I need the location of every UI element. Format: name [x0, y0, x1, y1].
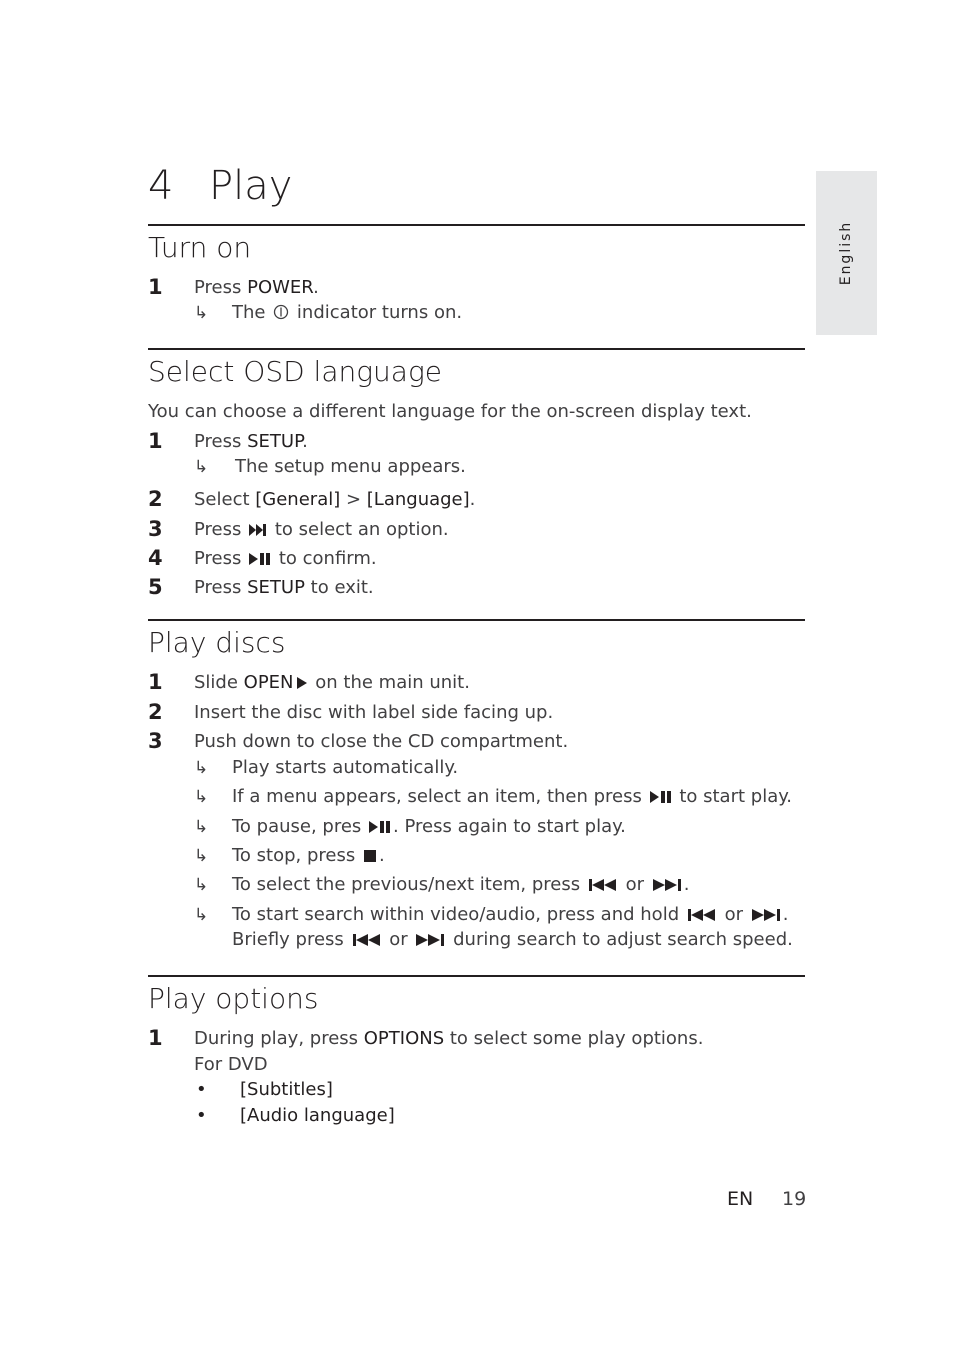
side-tab-label: English	[838, 220, 854, 286]
result-text-continued: Briefly press or during search to adjust search speed.	[232, 929, 793, 950]
result-text: To pause, pres . Press again to start play.	[232, 816, 626, 837]
menu-label: [General]	[255, 489, 341, 510]
section-heading-play-discs: Play discs	[148, 626, 286, 659]
play-pause-icon	[369, 820, 391, 834]
previous-icon	[687, 908, 717, 922]
section-divider	[148, 619, 805, 621]
result-arrow-icon: ↳	[194, 303, 209, 323]
page-number: 19	[782, 1188, 807, 1210]
play-pause-icon	[650, 790, 672, 804]
step-text: Press SETUP.	[194, 431, 308, 452]
play-arrow-icon	[296, 676, 308, 690]
step-number: 4	[148, 546, 163, 570]
step-number: 1	[148, 1026, 163, 1050]
section-heading-osd: Select OSD language	[148, 355, 442, 388]
result-text: To select the previous/next item, press or .	[232, 874, 690, 895]
key-label: SETUP	[247, 431, 303, 452]
section-divider	[148, 224, 805, 226]
menu-label: [Language]	[366, 489, 470, 510]
result-arrow-icon: ↳	[194, 905, 209, 925]
previous-icon	[588, 878, 618, 892]
step-number: 3	[148, 729, 163, 753]
result-arrow-icon: ↳	[194, 817, 209, 837]
for-dvd-label: For DVD	[194, 1054, 268, 1075]
step-number: 2	[148, 700, 163, 724]
result-text: The indicator turns on.	[232, 302, 463, 323]
step-number: 1	[148, 275, 163, 299]
next-icon	[652, 878, 682, 892]
section-divider	[148, 348, 805, 350]
result-arrow-icon: ↳	[194, 787, 209, 807]
result-arrow-icon: ↳	[194, 758, 209, 778]
play-pause-icon	[249, 552, 271, 566]
step-text: During play, press OPTIONS to select some play options.	[194, 1028, 704, 1049]
result-arrow-icon: ↳	[194, 457, 209, 477]
step-text: Press POWER.	[194, 277, 319, 298]
section-divider	[148, 975, 805, 977]
section-heading-turn-on: Turn on	[148, 231, 252, 264]
next-icon	[751, 908, 781, 922]
step-text: Press to select an option.	[194, 519, 449, 540]
section-heading-play-options: Play options	[148, 982, 319, 1015]
step-number: 1	[148, 670, 163, 694]
bullet-icon: •	[196, 1105, 207, 1126]
step-number: 5	[148, 575, 163, 599]
result-arrow-icon: ↳	[194, 846, 209, 866]
step-number: 3	[148, 517, 163, 541]
stop-icon	[363, 849, 377, 863]
next-icon	[249, 523, 267, 537]
result-arrow-icon: ↳	[194, 875, 209, 895]
step-text: Select [General] > [Language].	[194, 489, 476, 510]
result-text: To start search within video/audio, press and hold or .	[232, 904, 789, 925]
chapter-number: 4	[148, 163, 174, 209]
footer-language: EN	[727, 1188, 754, 1210]
key-label: OPEN	[243, 672, 294, 693]
step-text: Press SETUP to exit.	[194, 577, 374, 598]
chapter-title: Play	[209, 163, 293, 209]
key-label: POWER	[247, 277, 314, 298]
next-icon	[415, 933, 445, 947]
key-label: OPTIONS	[363, 1028, 445, 1049]
step-number: 2	[148, 487, 163, 511]
step-text: Insert the disc with label side facing up.	[194, 702, 554, 723]
result-text: The setup menu appears.	[235, 456, 466, 477]
step-text: Push down to close the CD compartment.	[194, 731, 569, 752]
step-text: Press to confirm.	[194, 548, 377, 569]
key-label: SETUP	[247, 577, 305, 598]
option-item: [Audio language]	[240, 1105, 395, 1126]
option-item: [Subtitles]	[240, 1079, 333, 1100]
result-text: Play starts automatically.	[232, 757, 459, 778]
step-number: 1	[148, 429, 163, 453]
result-text: To stop, press .	[232, 845, 385, 866]
step-text: Slide OPEN on the main unit.	[194, 672, 470, 693]
intro-text: You can choose a different language for the on-screen display text.	[148, 401, 752, 422]
power-indicator-icon	[273, 304, 289, 320]
previous-icon	[352, 933, 382, 947]
result-text: If a menu appears, select an item, then press to start play.	[232, 786, 793, 807]
bullet-icon: •	[196, 1079, 207, 1100]
